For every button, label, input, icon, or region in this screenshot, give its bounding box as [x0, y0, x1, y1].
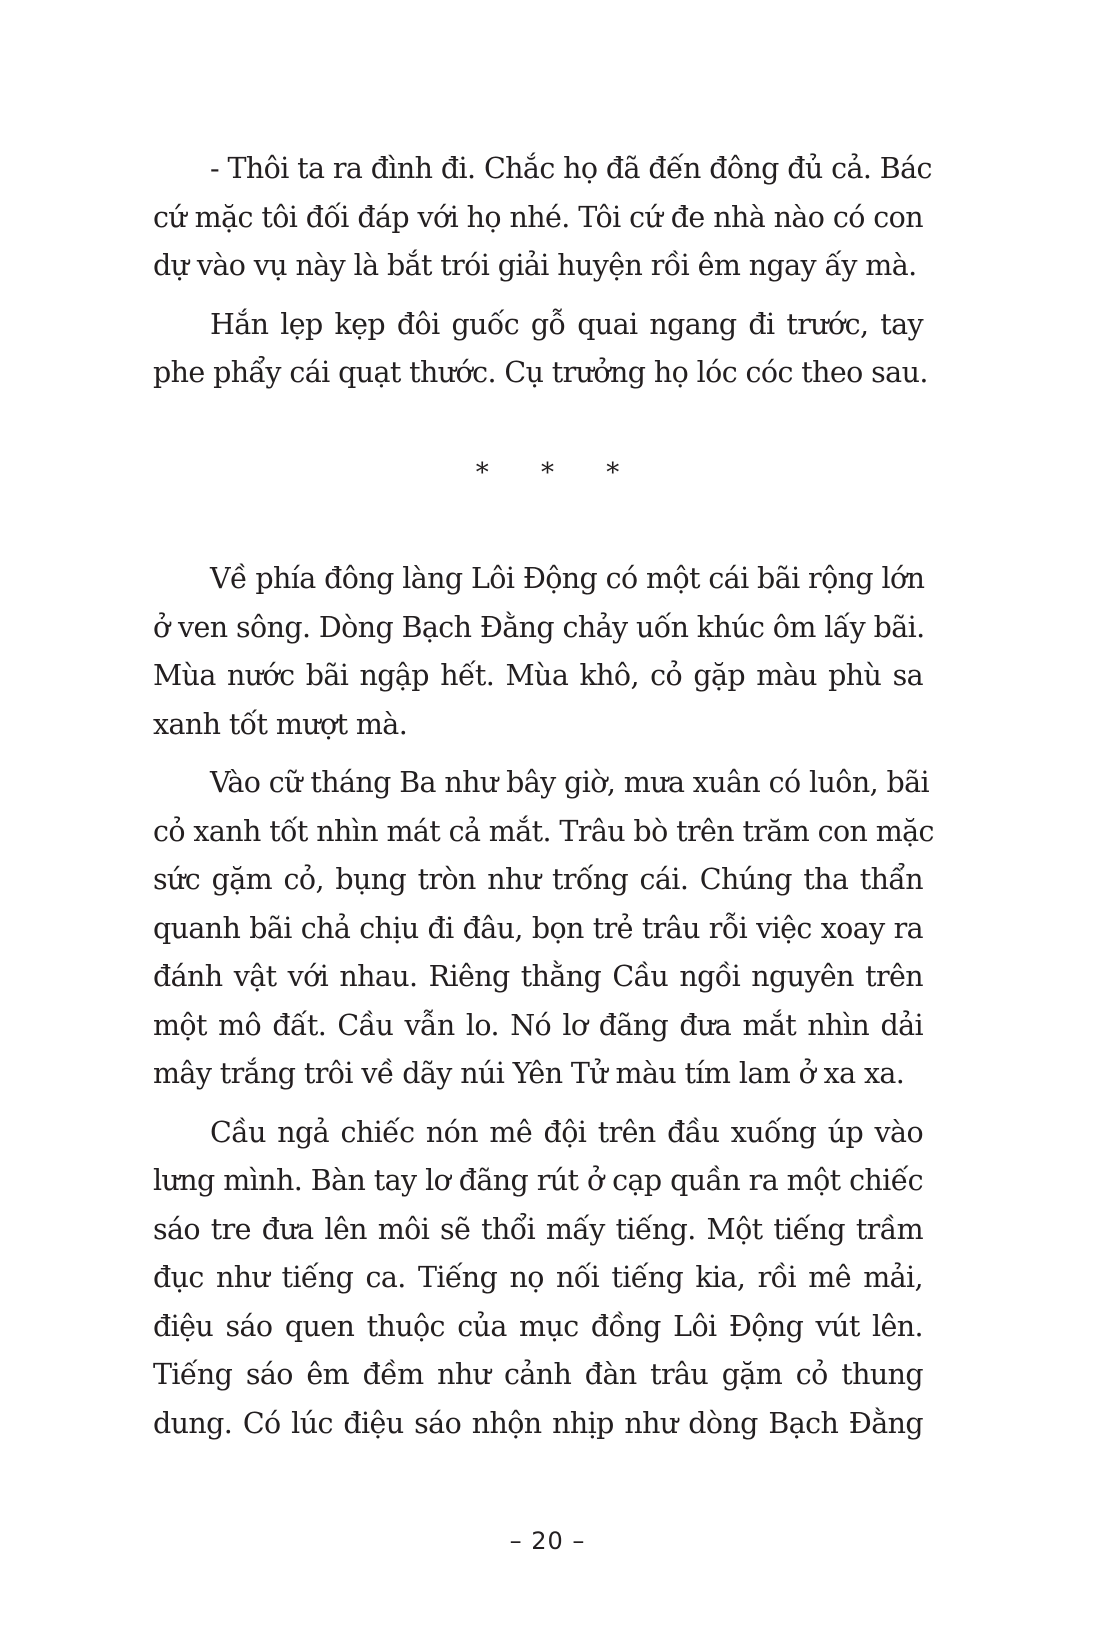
text-line: mây trắng trôi về dãy núi Yên Tử màu tím lam ở xa xa.: [153, 1057, 905, 1090]
text-line: xanh tốt mượt mà.: [153, 707, 408, 741]
asterisk: *: [606, 458, 620, 488]
text-line: cỏ xanh tốt nhìn mát cả mắt. Trâu bò trên trăm con mặc: [153, 814, 934, 848]
text-line: Vào cữ tháng Ba như bây giờ, mưa xuân có luôn, bãi: [210, 766, 930, 799]
text-line: cứ mặc tôi đối đáp với họ nhé. Tôi cứ đe nhà nào có con: [153, 200, 923, 234]
text-line: đánh vật với nhau. Riêng thằng Cầu ngồi nguyên trên: [153, 960, 923, 993]
text-line: lưng mình. Bàn tay lơ đãng rút ở cạp quần ra một chiếc: [153, 1164, 923, 1197]
page-number: – 20 –: [509, 1527, 586, 1555]
text-line: một mô đất. Cầu vẫn lo. Nó lơ đãng đưa mắt nhìn dải: [153, 1008, 923, 1042]
text-line: Cầu ngả chiếc nón mê đội trên đầu xuống úp vào: [210, 1115, 923, 1149]
text-line: sáo tre đưa lên môi sẽ thổi mấy tiếng. Một tiếng trầm: [153, 1212, 923, 1246]
section-narrative: [153, 555, 934, 1458]
text-line: Mùa nước bãi ngập hết. Mùa khô, cỏ gặp màu phù sa: [153, 659, 923, 692]
paragraph: [153, 1109, 923, 1449]
text-line: phe phẩy cái quạt thước. Cụ trưởng họ lóc cóc theo sau.: [153, 356, 928, 389]
text-line: Tiếng sáo êm đềm như cảnh đàn trâu gặm cỏ thung: [153, 1358, 923, 1391]
text-line: - Thôi ta ra đình đi. Chắc họ đã đến đông đủ cả. Bác: [210, 152, 932, 185]
paragraph: [153, 555, 923, 749]
text-line: dung. Có lúc điệu sáo nhộn nhịp như dòng Bạch Đằng: [153, 1406, 923, 1440]
text-line: đục như tiếng ca. Tiếng nọ nối tiếng kia, rồi mê mải,: [153, 1261, 923, 1294]
asterisk: *: [541, 458, 554, 488]
section-dialogue: [153, 145, 932, 408]
scene-separator: [0, 458, 1095, 488]
text-line: điệu sáo quen thuộc của mục đồng Lôi Động vút lên.: [153, 1309, 923, 1343]
text-line: sức gặm cỏ, bụng tròn như trống cái. Chúng tha thẩn: [153, 863, 923, 896]
paragraph: [153, 301, 928, 398]
text-line: Hắn lẹp kẹp đôi guốc gỗ quai ngang đi trước, tay: [210, 307, 923, 341]
paragraph: [153, 759, 934, 1099]
text-line: quanh bãi chả chịu đi đâu, bọn trẻ trâu rỗi việc xoay ra: [153, 911, 923, 945]
text-line: ở ven sông. Dòng Bạch Đằng chảy uốn khúc ôm lấy bãi.: [153, 610, 925, 644]
text-line: dự vào vụ này là bắt trói giải huyện rồi êm ngay ấy mà.: [153, 249, 917, 282]
text-line: Về phía đông làng Lôi Động có một cái bãi rộng lớn: [210, 562, 925, 595]
paragraph: [153, 145, 932, 291]
asterisk: *: [475, 458, 489, 488]
